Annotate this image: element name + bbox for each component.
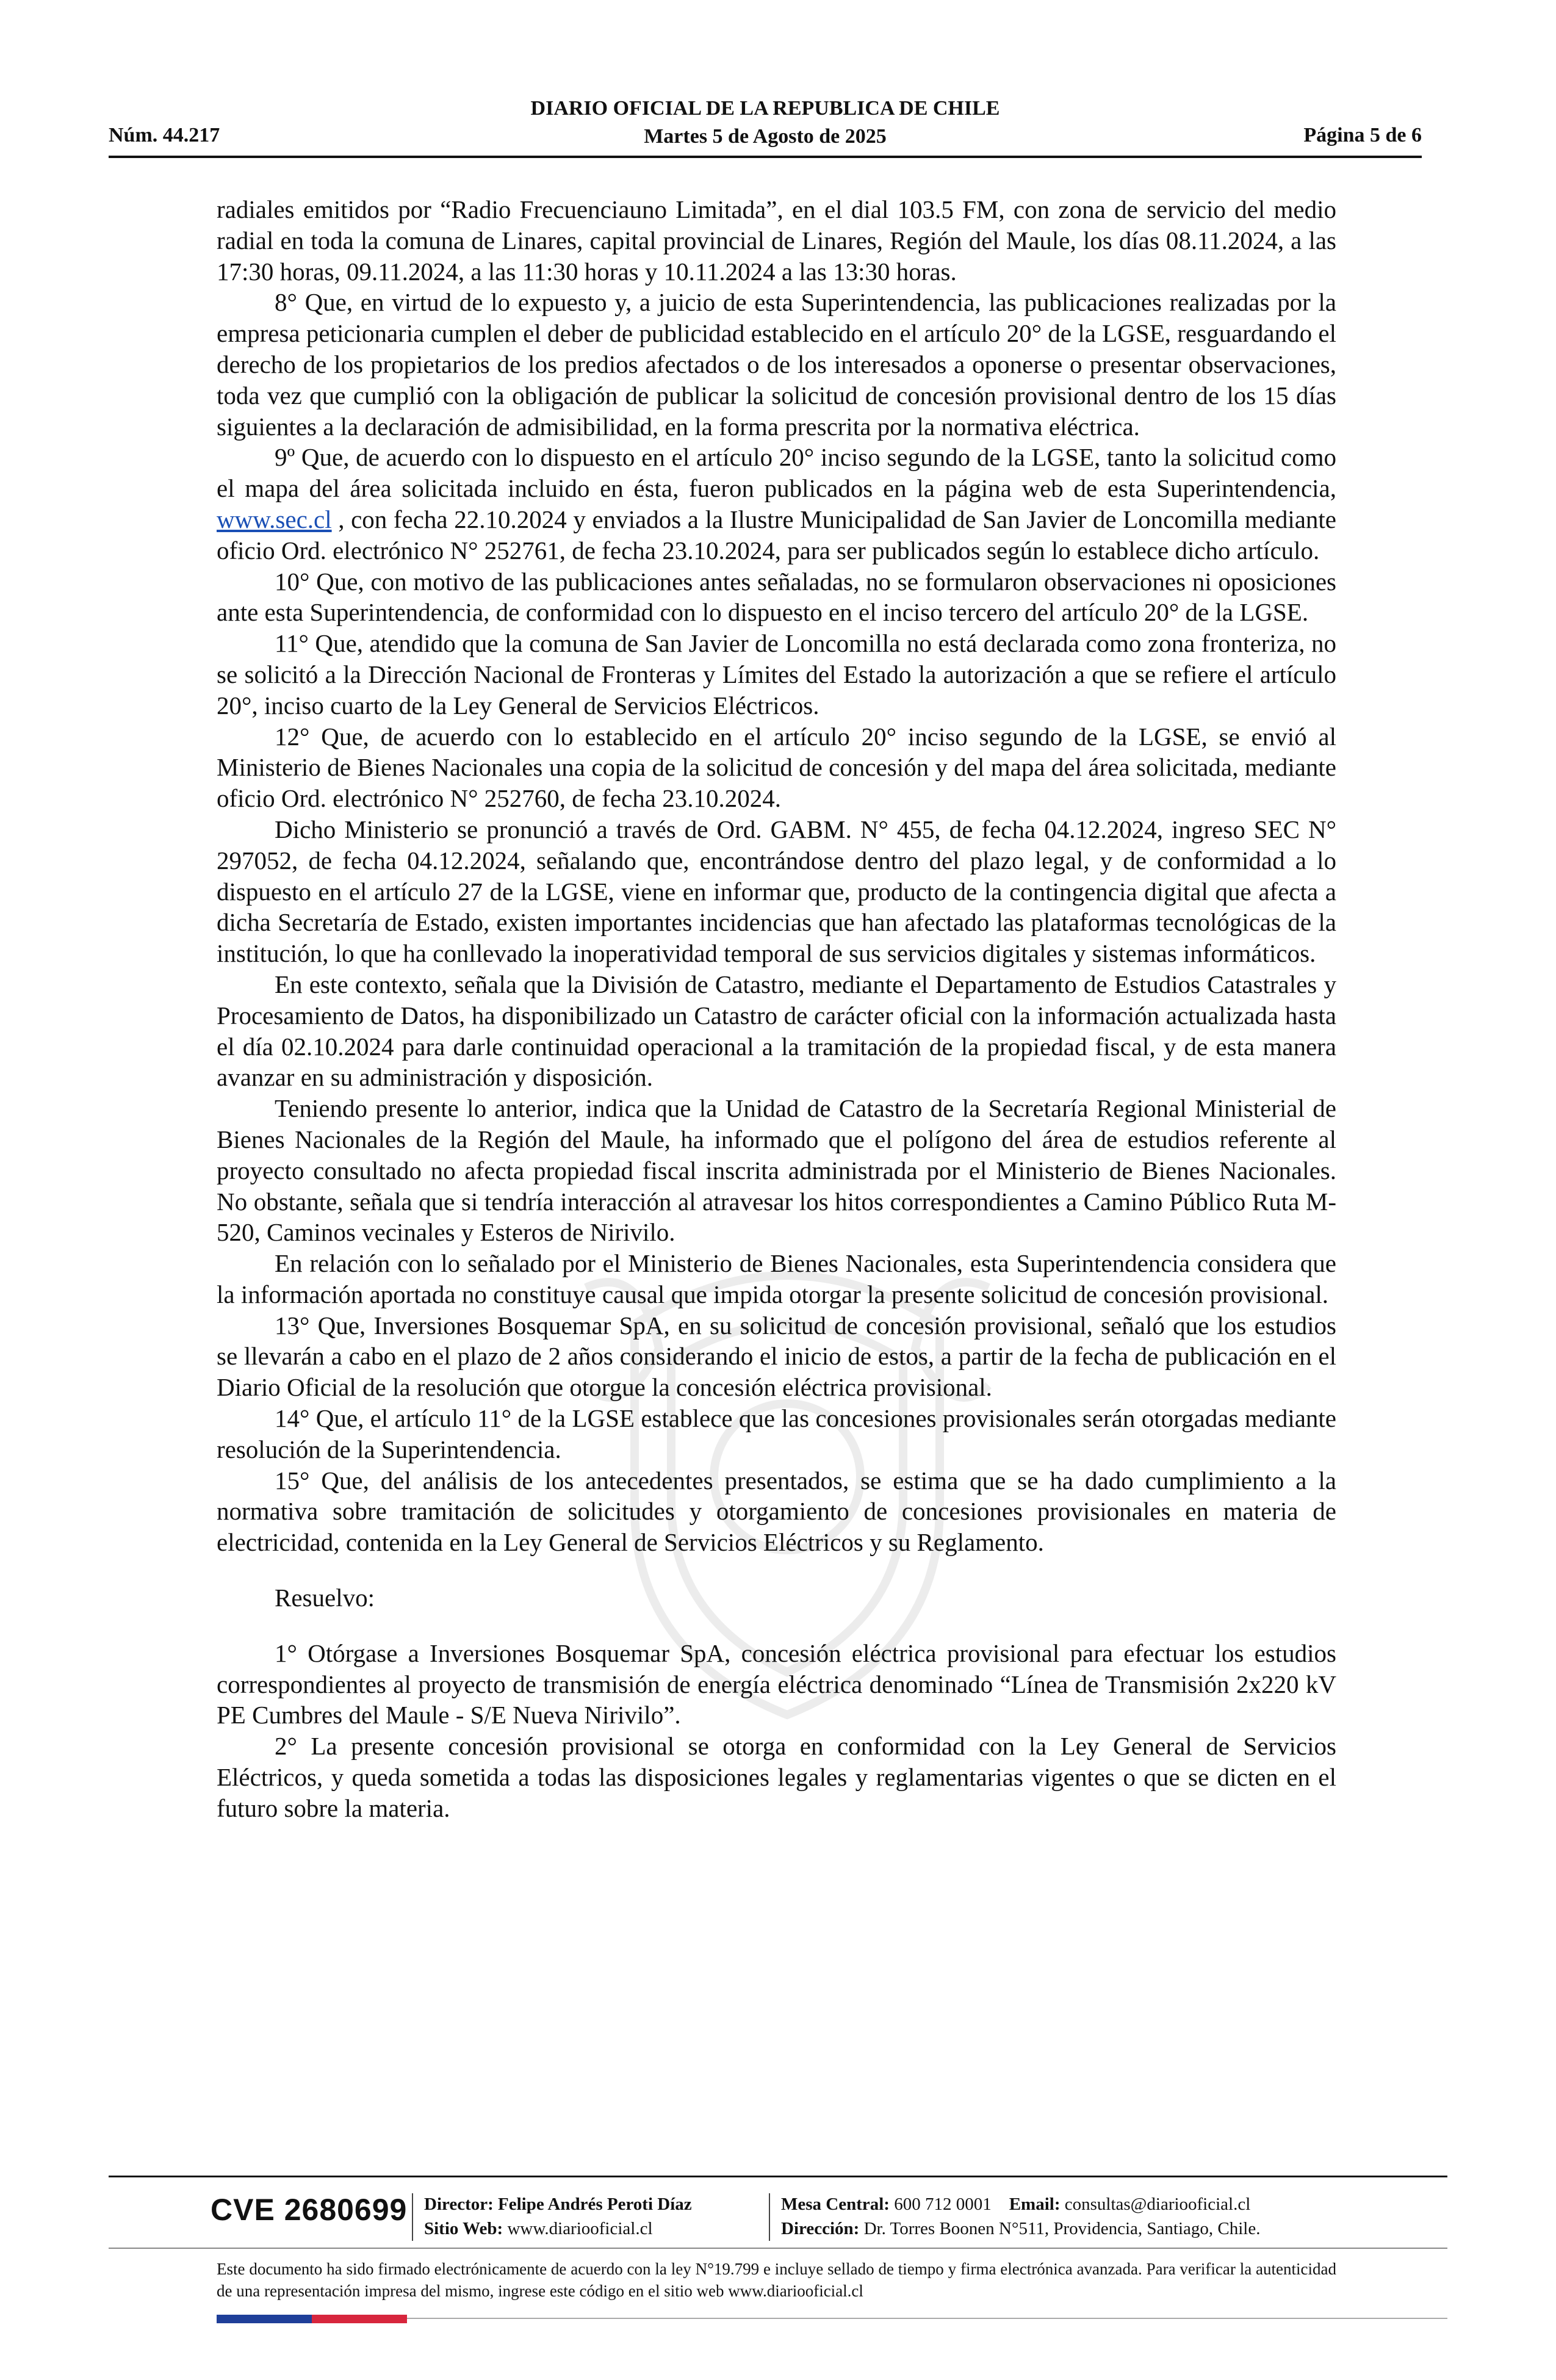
footer-divider xyxy=(109,2176,1447,2177)
page-footer xyxy=(201,2185,1447,2252)
sec-website-link[interactable]: www.sec.cl xyxy=(217,505,332,533)
paragraph: 15° Que, del análisis de los antecedentes presentados, se estima que se ha dado cumplimiento a la normativa sobre tramitación de solicitudes y otorgamiento de concesiones provisionales en materia de electricidad, contenida en la Ley General de Servicios Eléctricos y su Reglamento. xyxy=(217,1466,1336,1557)
paragraph: 8° Que, en virtud de lo expuesto y, a juicio de esta Superintendencia, las publicaciones realizadas por la empresa peticionaria cumplen el deber de publicidad establecido en el artículo 20° de la LGSE, resguardando el derecho de los propietarios de los predios afectados o de los interesados a oponerse o presentar observaciones, toda vez que cumplió con la obligación de publicar la solicitud de concesión provisional dentro de los 15 días siguientes a la declaración de admisibilidad, en la forma prescrita por la normativa eléctrica. xyxy=(217,288,1336,441)
director-line xyxy=(424,2192,692,2216)
footer-divider-thin xyxy=(109,2248,1447,2249)
publication-date: Martes 5 de Agosto de 2025 xyxy=(644,125,887,148)
paragraph-text: 9º Que, de acuerdo con lo dispuesto en el artículo 20° inciso segundo de la LGSE, tanto la solicitud como el mapa del área solicitada incluido en ésta, fueron publicados en la página web de esta Superintendencia, xyxy=(217,443,1336,503)
footer-director-block xyxy=(424,2192,692,2241)
paragraph: 12° Que, de acuerdo con lo establecido en el artículo 20° inciso segundo de la LGSE, se envió al Ministerio de Bienes Nacionales una copia de la solicitud de concesión y del mapa del área solicitada, mediante oficio Ord. electrónico N° 252760, de fecha 23.10.2024. xyxy=(217,722,1336,813)
director-label: Director: xyxy=(424,2194,494,2214)
document-body xyxy=(217,194,1336,1824)
paragraph: Teniendo presente lo anterior, indica que la Unidad de Catastro de la Secretaría Regional Ministerial de Bienes Nacionales de la Región del Maule, ha informado que el polígono del área de estudios referente al proyecto consultado no afecta propiedad fiscal inscrita administrada por el Ministerio de Bienes Nacionales. No obstante, señala que si tendría interacción al atravesar los hitos correspondientes a Camino Público Ruta M-520, Caminos vecinales y Esteros de Nirivilo. xyxy=(217,1094,1336,1247)
header-center xyxy=(109,95,1422,151)
website-label: Sitio Web: xyxy=(424,2219,503,2238)
footer-separator xyxy=(769,2193,770,2241)
resolution-item: 1° Otórgase a Inversiones Bosquemar SpA, concesión eléctrica provisional para efectuar los estudios correspondientes al proyecto de transmisión de energía eléctrica denominado “Línea de Transmisión 2x220 kV PE Cumbres del Maule - S/E Nueva Nirivilo”. xyxy=(217,1639,1336,1729)
page-number: Página 5 de 6 xyxy=(1303,124,1422,146)
footer-contact-block xyxy=(781,2192,1260,2241)
email-label: Email: xyxy=(1009,2194,1061,2214)
paragraph: 10° Que, con motivo de las publicaciones antes señaladas, no se formularon observaciones ni oposiciones ante esta Superintendencia, de conformidad con lo dispuesto en el inciso tercero del artículo 20° de la LGSE. xyxy=(217,567,1336,627)
address-line xyxy=(781,2216,1260,2241)
resuelvo-heading: Resuelvo: xyxy=(275,1584,375,1612)
contact-line xyxy=(781,2192,1260,2216)
director-name: Felipe Andrés Peroti Díaz xyxy=(498,2194,692,2214)
footer-separator xyxy=(412,2193,413,2241)
paragraph: En relación con lo señalado por el Ministerio de Bienes Nacionales, esta Superintendencia considera que la información aportada no constituye causal que impida otorgar la presente solicitud de concesión provisional. xyxy=(217,1249,1336,1308)
flag-red-segment xyxy=(312,2315,407,2323)
website-line xyxy=(424,2216,692,2241)
paragraph-text: , con fecha 22.10.2024 y enviados a la Ilustre Municipalidad de San Javier de Loncomilla mediante oficio Ord. electrónico N° 252761, de fecha 23.10.2024, para ser publicados según lo establece dicho artículo. xyxy=(217,505,1336,564)
cve-code: CVE 2680699 xyxy=(211,2193,408,2227)
email-address[interactable]: consultas@diariooficial.cl xyxy=(1064,2194,1251,2214)
paragraph: Dicho Ministerio se pronunció a través de Ord. GABM. N° 455, de fecha 04.12.2024, ingreso SEC N° 297052, de fecha 04.12.2024, señalando que, encontrándose dentro del plazo legal, y de conformidad a lo dispuesto en el artículo 27 de la LGSE, viene en informar que, producto de la contingencia digital que afecta a dicha Secretaría de Estado, existen importantes incidencias que han afectado las plataformas tecnológicas de la institución, lo que ha conllevado la inoperatividad temporal de sus servicios digitales y sistemas informáticos. xyxy=(217,815,1336,968)
mesa-label: Mesa Central: xyxy=(781,2194,890,2214)
flag-blue-segment xyxy=(217,2315,312,2323)
bottom-divider xyxy=(407,2318,1447,2319)
flag-stripe xyxy=(217,2315,407,2323)
header-divider xyxy=(109,156,1422,158)
signature-disclaimer: Este documento ha sido firmado electrónicamente de acuerdo con la ley N°19.799 e incluye sellado de tiempo y firma electrónica avanzada. Para verificar la autenticidad de una representación impresa del mismo, ingrese este código en el sitio web www.diariooficial.cl xyxy=(217,2260,1336,2300)
page-header xyxy=(109,95,1422,153)
paragraph: En este contexto, señala que la División de Catastro, mediante el Departamento de Estudios Catastrales y Procesamiento de Datos, ha disponibilizado un Catastro de carácter oficial con la información actualizada hasta el día 02.10.2024 para darle continuidad operacional a la tramitación de la propiedad fiscal, y de esta manera avanzar en su administración y disposición. xyxy=(217,970,1336,1092)
website-url[interactable]: www.diariooficial.cl xyxy=(507,2219,653,2238)
publication-title: DIARIO OFICIAL DE LA REPUBLICA DE CHILE xyxy=(530,97,1000,120)
paragraph: 14° Que, el artículo 11° de la LGSE establece que las concesiones provisionales serán otorgadas mediante resolución de la Superintendencia. xyxy=(217,1404,1336,1463)
address-label: Dirección: xyxy=(781,2219,860,2238)
paragraph xyxy=(217,442,1336,566)
resolution-item: 2° La presente concesión provisional se otorga en conformidad con la Ley General de Servicios Eléctricos, y queda sometida a todas las disposiciones legales y reglamentarias vigentes o que se dicten en el futuro sobre la materia. xyxy=(217,1732,1336,1822)
paragraph: 13° Que, Inversiones Bosquemar SpA, en su solicitud de concesión provisional, señaló que los estudios se llevarán a cabo en el plazo de 2 años considerando el inicio de estos, a partir de la fecha de publicación en el Diario Oficial de la resolución que otorgue la concesión eléctrica provisional. xyxy=(217,1311,1336,1402)
paragraph: 11° Que, atendido que la comuna de San Javier de Loncomilla no está declarada como zona fronteriza, no se solicitó a la Dirección Nacional de Fronteras y Límites del Estado la autorización a que se refiere el artículo 20°, inciso cuarto de la Ley General de Servicios Eléctricos. xyxy=(217,629,1336,719)
issue-number: Núm. 44.217 xyxy=(109,124,220,146)
mesa-phone: 600 712 0001 xyxy=(894,2194,992,2214)
paragraph: radiales emitidos por “Radio Frecuenciauno Limitada”, en el dial 103.5 FM, con zona de servicio del medio radial en toda la comuna de Linares, capital provincial de Linares, Región del Maule, los días 08.11.2024, a las 17:30 horas, 09.11.2024, a las 11:30 horas y 10.11.2024 a las 13:30 horas. xyxy=(217,195,1336,286)
address-text: Dr. Torres Boonen N°511, Providencia, Santiago, Chile. xyxy=(863,2219,1261,2238)
